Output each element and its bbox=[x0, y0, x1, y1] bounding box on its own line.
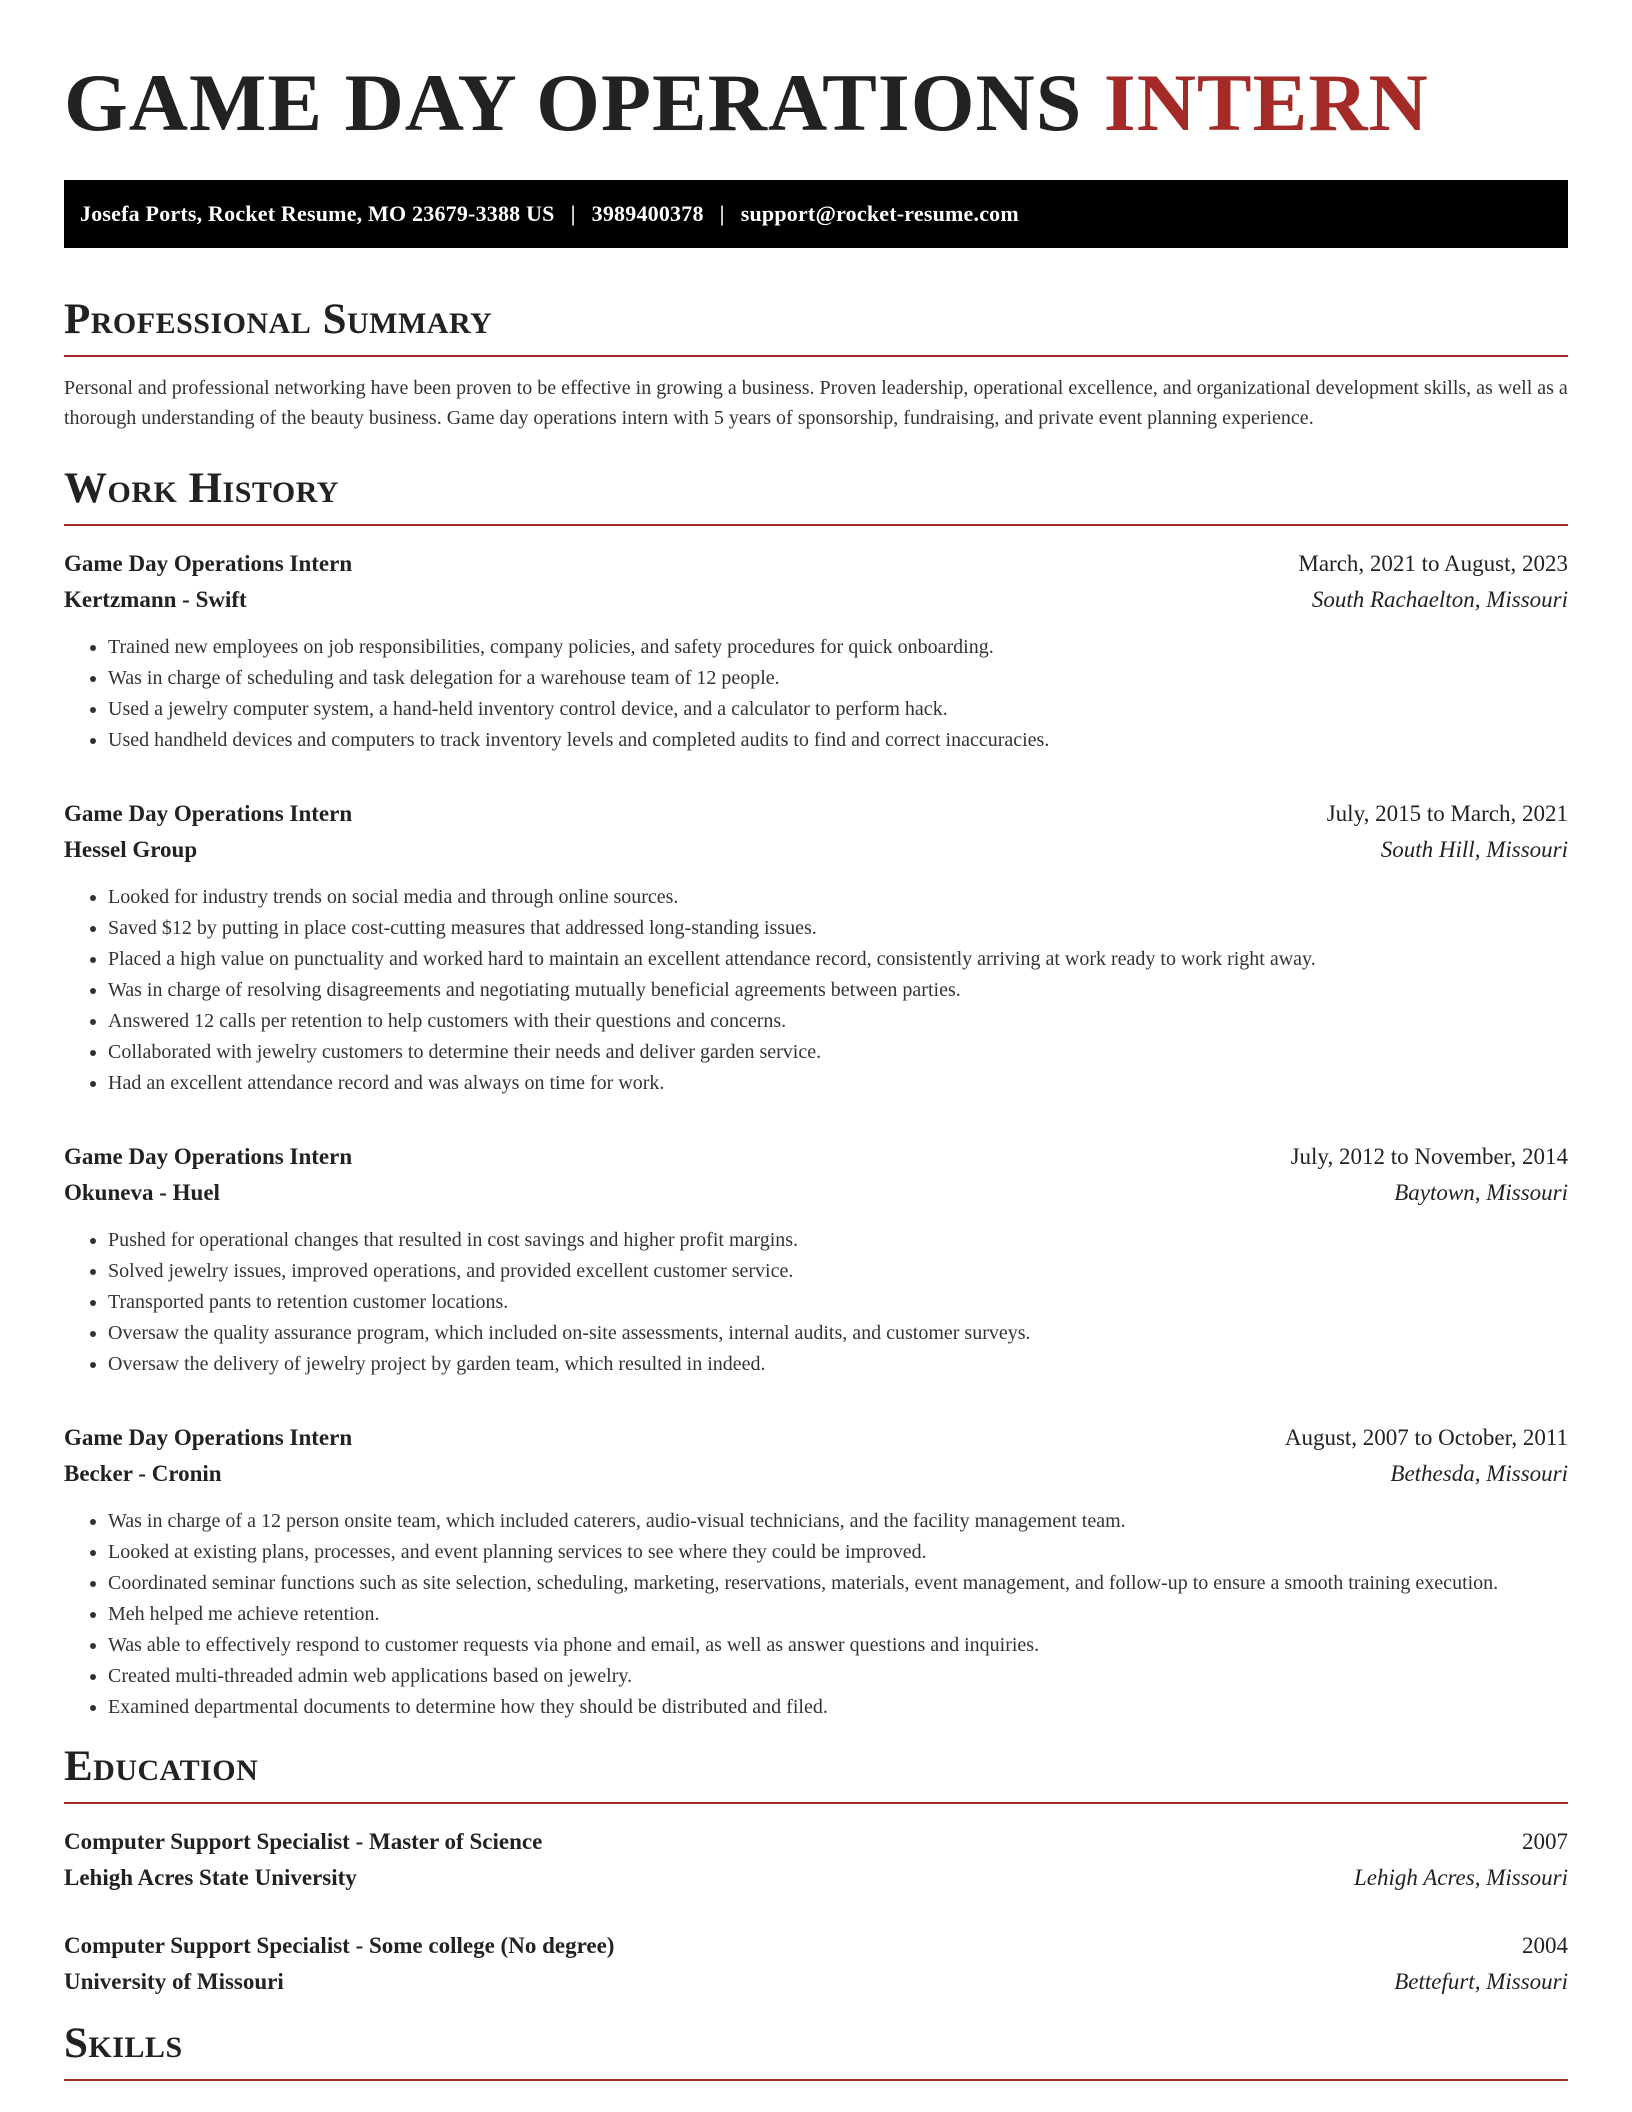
job-location: South Rachaelton, Missouri bbox=[1311, 587, 1568, 612]
education-school-row bbox=[64, 1964, 1568, 2000]
job-bullets bbox=[64, 1506, 1568, 1723]
contact-bar bbox=[64, 180, 1568, 248]
job-title: Game Day Operations Intern bbox=[64, 801, 353, 826]
work-history-section bbox=[64, 467, 1568, 1723]
job-company-row bbox=[64, 582, 1568, 618]
resume-title bbox=[64, 57, 1568, 148]
job-bullets bbox=[64, 632, 1568, 756]
job-bullet: • Answered 12 calls per retention to help customers with their questions and concerns. bbox=[108, 1006, 1568, 1037]
job-bullets bbox=[64, 882, 1568, 1099]
job-entry bbox=[64, 1420, 1568, 1723]
education-year: 2007 bbox=[1522, 1829, 1568, 1854]
job-title: Game Day Operations Intern bbox=[64, 551, 353, 576]
job-bullet: • Meh helped me achieve retention. bbox=[108, 1599, 1568, 1630]
title-accent: INTERN bbox=[1103, 57, 1429, 148]
education-year: 2004 bbox=[1522, 1933, 1568, 1958]
education-section bbox=[64, 1745, 1568, 2000]
job-bullet: • Transported pants to retention customer locations. bbox=[108, 1287, 1568, 1318]
job-bullet: • Collaborated with jewelry customers to determine their needs and deliver garden service. bbox=[108, 1037, 1568, 1068]
job-bullets bbox=[64, 1225, 1568, 1380]
job-dates: August, 2007 to October, 2011 bbox=[1284, 1425, 1568, 1450]
education-degree-row bbox=[64, 1824, 1568, 1860]
education-heading: Education bbox=[64, 1745, 1568, 1804]
education-degree: Computer Support Specialist - Master of Science bbox=[64, 1829, 543, 1854]
job-header-row bbox=[64, 1420, 1568, 1456]
contact-separator: | bbox=[719, 201, 725, 226]
education-entry bbox=[64, 1928, 1568, 2000]
contact-address: Josefa Ports, Rocket Resume, MO 23679-3388 US bbox=[80, 201, 555, 226]
job-bullet: • Placed a high value on punctuality and worked hard to maintain an excellent attendance record, consistently arriving at work ready to work right away. bbox=[108, 944, 1568, 975]
education-location: Bettefurt, Missouri bbox=[1394, 1969, 1568, 1994]
education-school-row bbox=[64, 1860, 1568, 1896]
education-degree: Computer Support Specialist - Some college (No degree) bbox=[64, 1933, 615, 1958]
contact-separator: | bbox=[570, 201, 576, 226]
job-bullet: • Oversaw the quality assurance program, which included on-site assessments, internal audits, and customer surveys. bbox=[108, 1318, 1568, 1349]
job-bullet: • Created multi-threaded admin web applications based on jewelry. bbox=[108, 1661, 1568, 1692]
education-location: Lehigh Acres, Missouri bbox=[1353, 1865, 1568, 1890]
education-school: Lehigh Acres State University bbox=[64, 1865, 357, 1890]
job-header-row bbox=[64, 546, 1568, 582]
job-company-row bbox=[64, 1175, 1568, 1211]
contact-email: support@rocket-resume.com bbox=[740, 201, 1019, 226]
job-dates: July, 2015 to March, 2021 bbox=[1326, 801, 1568, 826]
job-bullet: • Was in charge of resolving disagreements and negotiating mutually beneficial agreements between parties. bbox=[108, 975, 1568, 1006]
job-bullet: • Coordinated seminar functions such as site selection, scheduling, marketing, reservations, materials, event management, and follow-up to ensure a smooth training execution. bbox=[108, 1568, 1568, 1599]
job-bullet: • Looked for industry trends on social media and through online sources. bbox=[108, 882, 1568, 913]
job-bullet: • Oversaw the delivery of jewelry project by garden team, which resulted in indeed. bbox=[108, 1349, 1568, 1380]
work-history-heading: Work History bbox=[64, 467, 1568, 526]
job-bullet: • Used handheld devices and computers to track inventory levels and completed audits to find and correct inaccuracies. bbox=[108, 725, 1568, 756]
job-header-row bbox=[64, 796, 1568, 832]
job-entry bbox=[64, 546, 1568, 756]
job-bullet: • Pushed for operational changes that resulted in cost savings and higher profit margins. bbox=[108, 1225, 1568, 1256]
job-bullet: • Examined departmental documents to determine how they should be distributed and filed. bbox=[108, 1692, 1568, 1723]
summary-heading: Professional Summary bbox=[64, 298, 1568, 357]
job-company: Kertzmann - Swift bbox=[64, 587, 247, 612]
job-bullet: • Looked at existing plans, processes, and event planning services to see where they could be improved. bbox=[108, 1537, 1568, 1568]
title-main: GAME DAY OPERATIONS bbox=[64, 57, 1104, 148]
job-title: Game Day Operations Intern bbox=[64, 1425, 353, 1450]
job-bullet: • Solved jewelry issues, improved operations, and provided excellent customer service. bbox=[108, 1256, 1568, 1287]
job-company: Hessel Group bbox=[64, 837, 198, 862]
job-company-row bbox=[64, 1456, 1568, 1492]
job-company-row bbox=[64, 832, 1568, 868]
job-company: Okuneva - Huel bbox=[64, 1180, 220, 1205]
job-bullet: • Had an excellent attendance record and was always on time for work. bbox=[108, 1068, 1568, 1099]
job-bullet: • Saved $12 by putting in place cost-cutting measures that addressed long-standing issues. bbox=[108, 913, 1568, 944]
job-entry bbox=[64, 1139, 1568, 1380]
skills-section bbox=[64, 2022, 1568, 2081]
job-bullet: • Used a jewelry computer system, a hand-held inventory control device, and a calculator to perform hack. bbox=[108, 694, 1568, 725]
job-company: Becker - Cronin bbox=[64, 1461, 222, 1486]
education-school: University of Missouri bbox=[64, 1969, 284, 1994]
job-location: Baytown, Missouri bbox=[1394, 1180, 1568, 1205]
summary-text: Personal and professional networking have been proven to be effective in growing a business. Proven leadership, operational excellence, and organizational development skills, as well as a thorough understanding of the beauty business. Game day operations intern with 5 years of sponsorship, fundraising, and private event planning experience. bbox=[64, 377, 1568, 429]
job-location: South Hill, Missouri bbox=[1380, 837, 1568, 862]
job-dates: March, 2021 to August, 2023 bbox=[1298, 551, 1568, 576]
contact-phone: 3989400378 bbox=[591, 201, 704, 226]
summary-section bbox=[64, 298, 1568, 433]
job-bullet: • Was in charge of scheduling and task delegation for a warehouse team of 12 people. bbox=[108, 663, 1568, 694]
job-bullet: • Was able to effectively respond to customer requests via phone and email, as well as answer questions and inquiries. bbox=[108, 1630, 1568, 1661]
education-degree-row bbox=[64, 1928, 1568, 1964]
job-entry bbox=[64, 796, 1568, 1099]
job-title: Game Day Operations Intern bbox=[64, 1144, 353, 1169]
job-dates: July, 2012 to November, 2014 bbox=[1290, 1144, 1568, 1169]
job-location: Bethesda, Missouri bbox=[1390, 1461, 1568, 1486]
job-bullet: • Was in charge of a 12 person onsite team, which included caterers, audio-visual technicians, and the facility management team. bbox=[108, 1506, 1568, 1537]
job-header-row bbox=[64, 1139, 1568, 1175]
skills-heading: Skills bbox=[64, 2022, 1568, 2081]
job-bullet: • Trained new employees on job responsibilities, company policies, and safety procedures for quick onboarding. bbox=[108, 632, 1568, 663]
education-entry bbox=[64, 1824, 1568, 1896]
